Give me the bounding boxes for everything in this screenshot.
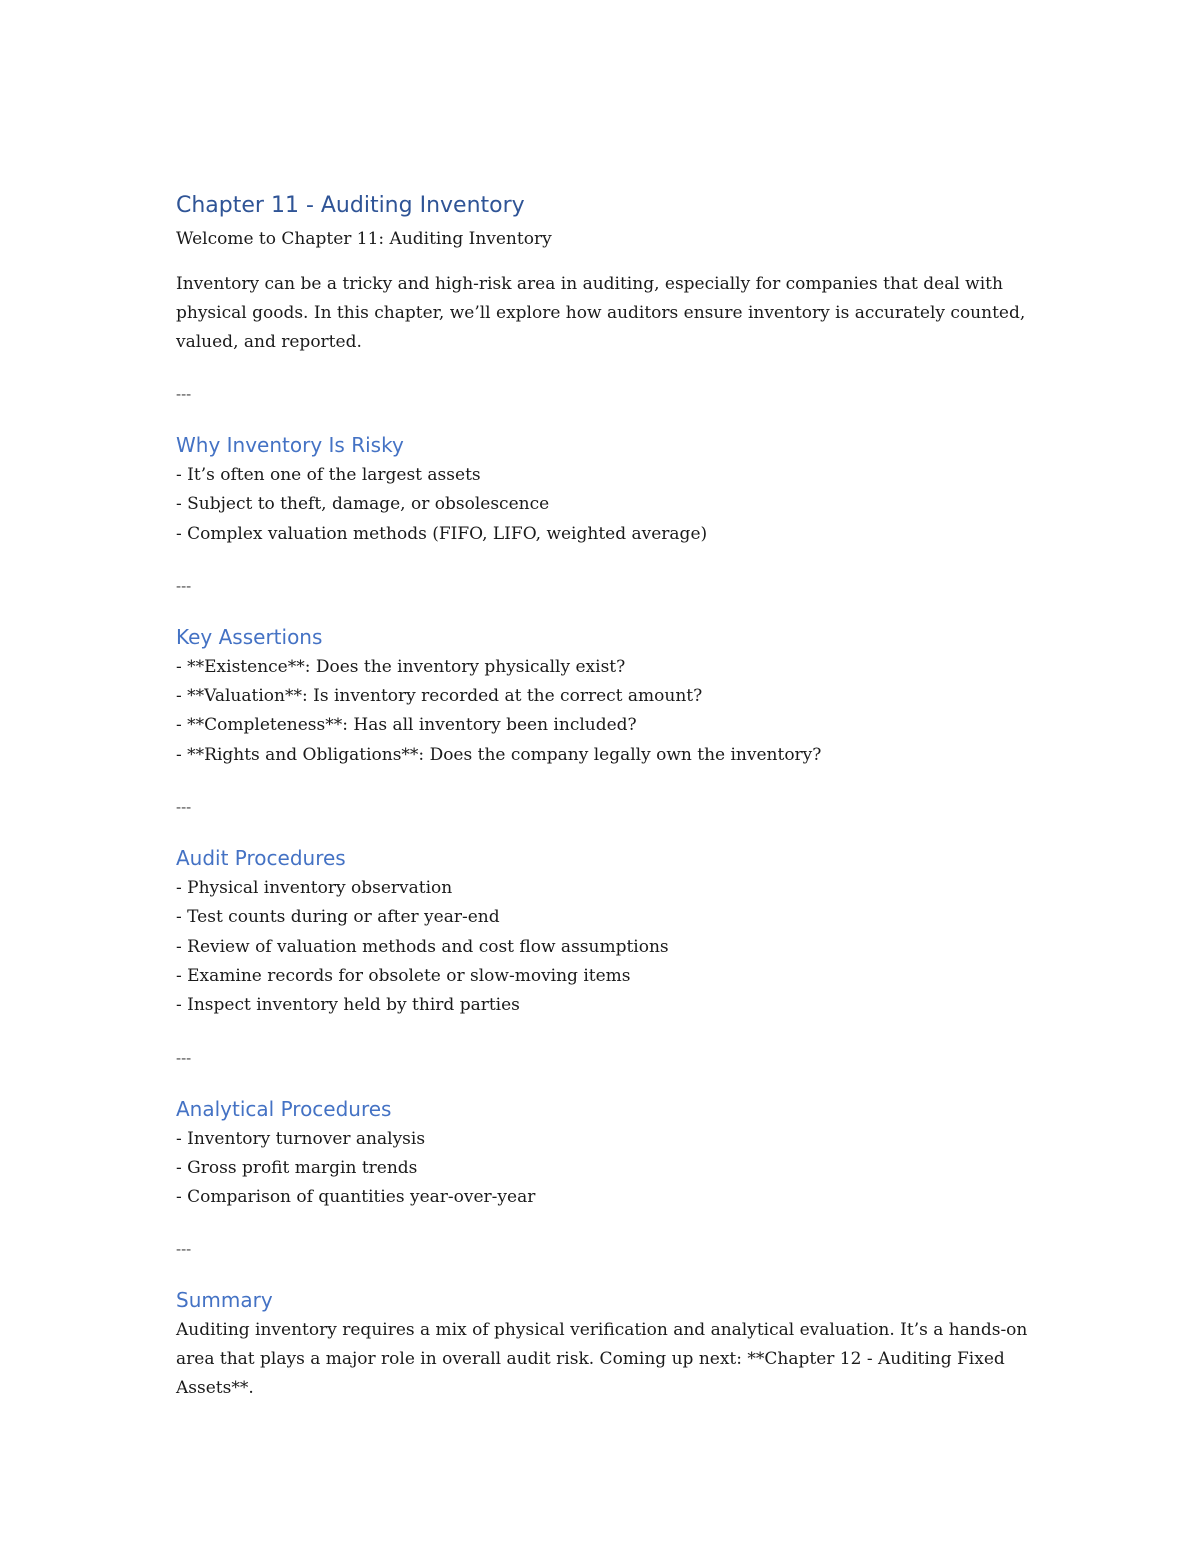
bullet-list: [176, 1125, 1036, 1213]
section-heading: Audit Procedures: [176, 846, 346, 871]
document-title: Chapter 11 - Auditing Inventory: [176, 193, 525, 218]
list-item: - Subject to theft, damage, or obsolescence: [176, 494, 550, 515]
list-item: - Gross profit margin trends: [176, 1157, 418, 1178]
separator: ---: [176, 576, 192, 595]
list-item: - Comparison of quantities year-over-year: [176, 1187, 536, 1208]
section-summary: [176, 1284, 1036, 1403]
summary-paragraph: Auditing inventory requires a mix of physical verification and analytical evaluation. It’s a hands-on area that plays a major role in overall audit risk. Coming up next: **Chapter 12 - Auditing Fixed Assets**.: [176, 1320, 1028, 1399]
separator: ---: [176, 385, 192, 403]
list-item: - Examine records for obsolete or slow-moving items: [176, 965, 631, 986]
separator: ---: [176, 798, 192, 817]
bullet-list: [176, 653, 1036, 770]
list-item: - **Valuation**: Is inventory recorded at the correct amount?: [176, 686, 703, 707]
document-subtitle: Welcome to Chapter 11: Auditing Inventory: [176, 229, 552, 249]
bullet-list: [176, 874, 1036, 1020]
list-item: - It’s often one of the largest assets: [176, 465, 481, 485]
intro-paragraph: Inventory can be a tricky and high-risk area in auditing, especially for companies that deal with physical goods. In this chapter, we’ll explore how auditors ensure inventory is accurately counted, valued, and reported.: [176, 274, 1026, 352]
separator: ---: [176, 1048, 192, 1067]
list-item: - Physical inventory observation: [176, 878, 453, 899]
section-heading: Analytical Procedures: [176, 1096, 392, 1121]
list-item: - Inventory turnover analysis: [176, 1128, 426, 1149]
section-why-risky: [176, 429, 1036, 549]
bullet-list: [176, 461, 1036, 549]
list-item: - **Rights and Obligations**: Does the company legally own the inventory?: [176, 744, 822, 765]
section-heading: Why Inventory Is Risky: [176, 433, 404, 457]
section-audit-procedures: [176, 842, 1036, 1020]
list-item: - Test counts during or after year-end: [176, 907, 500, 928]
list-item: - Review of valuation methods and cost flow assumptions: [176, 936, 669, 957]
separator: ---: [176, 1240, 192, 1259]
document-page: [176, 188, 1036, 1403]
section-key-assertions: [176, 621, 1036, 770]
section-heading: Summary: [176, 1288, 273, 1313]
section-analytical-procedures: [176, 1093, 1036, 1213]
list-item: - Inspect inventory held by third parties: [176, 995, 520, 1016]
list-item: - **Completeness**: Has all inventory been included?: [176, 715, 637, 736]
list-item: - Complex valuation methods (FIFO, LIFO, weighted average): [176, 523, 708, 544]
list-item: - **Existence**: Does the inventory physically exist?: [176, 656, 626, 677]
section-heading: Key Assertions: [176, 624, 323, 649]
